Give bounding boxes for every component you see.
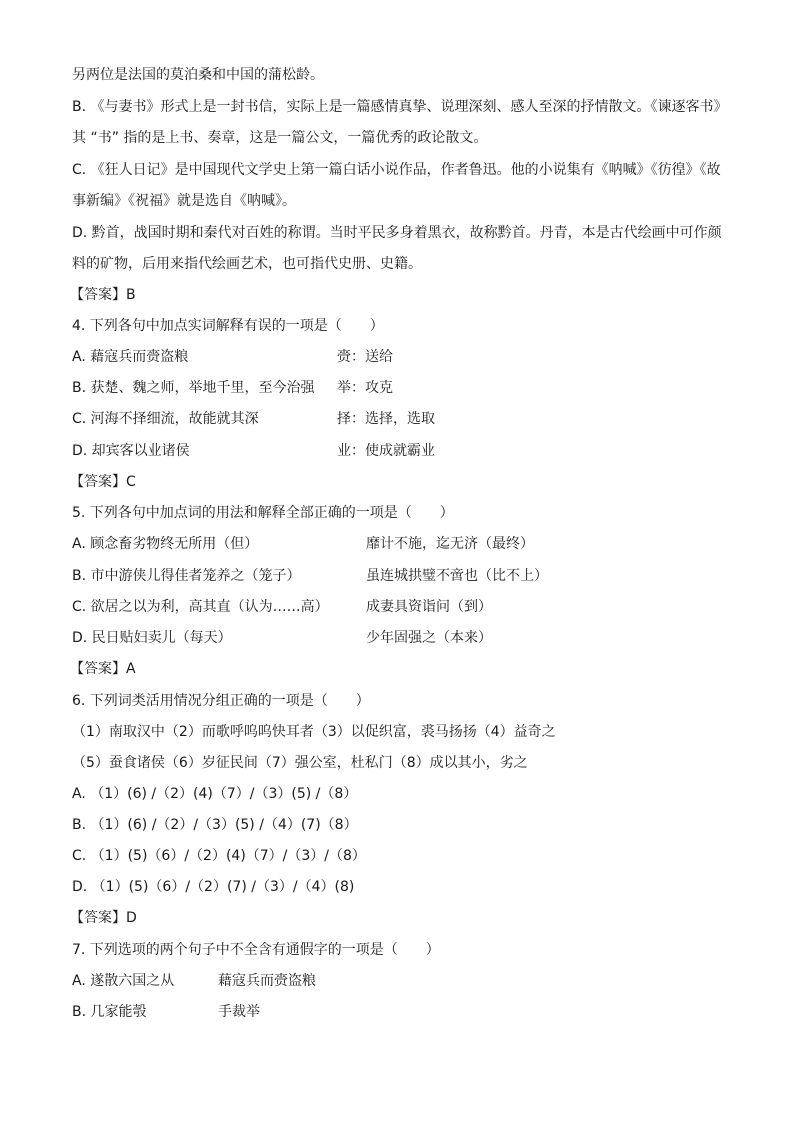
q4-option-b: B. 获楚、魏之师，举地千里，至今治强: [72, 380, 315, 396]
q4-option-a-explain: 赍：送给: [337, 349, 393, 365]
question-4-stem: 4. 下列各句中加点实词解释有误的一项是（ ）: [72, 318, 384, 334]
q5-option-b-right: 虽连城拱璧不啻也（比不上）: [366, 568, 548, 584]
q5-option-a: A. 顾念畜劣物终无所用（但）: [72, 536, 259, 552]
q6-option-c: C. （1）(5)（6）/（2）(4)（7）/（3）/（8）: [72, 848, 366, 864]
answer-q5: 【答案】A: [70, 661, 136, 677]
q6-option-a: A. （1）(6) /（2）(4)（7）/（3）(5) /（8）: [72, 786, 358, 802]
q4-option-c: C. 河海不择细流，故能就其深: [72, 411, 259, 427]
option-b-line1: B. 《与妻书》形式上是一封书信，实际上是一篇感情真挚、说理深刻、感人至深的抒情散文。《谏逐客书》: [72, 99, 728, 115]
paragraph-intro: 另两位是法国的莫泊桑和中国的蒲松龄。: [72, 67, 324, 83]
q7-option-a-right: 藉寇兵而赍盗粮: [218, 973, 316, 989]
q5-option-c-right: 成妻具资诣问（到）: [366, 599, 492, 615]
q5-option-d-right: 少年固强之（本来）: [366, 630, 492, 646]
q4-option-c-explain: 择：选择，选取: [337, 411, 435, 427]
answer-q6: 【答案】D: [70, 910, 137, 926]
q7-option-a: A. 遂散六国之从: [72, 973, 175, 989]
option-d-line1: D. 黔首，战国时期和秦代对百姓的称谓。当时平民多身着黑衣，故称黔首。丹青，本是古代绘画中可作颜: [72, 225, 722, 241]
answer-q4: 【答案】C: [70, 474, 136, 490]
option-c-line1: C. 《狂人日记》是中国现代文学史上第一篇白话小说作品，作者鲁迅。他的小说集有《呐喊》《彷徨》《故: [72, 162, 721, 178]
option-b-line2: 其 “书” 指的是上书、奏章，这是一篇公文，一篇优秀的政论散文。: [72, 130, 488, 146]
q5-option-d: D. 民日贴妇卖儿（每天）: [72, 630, 232, 646]
q6-items-line1: （1）南取汉中（2）而歌呼呜呜快耳者（3）以促织富，裘马扬扬（4）益奇之: [72, 724, 556, 740]
q6-items-line2: （5）蚕食诸侯（6）岁征民间（7）强公室，杜私门（8）成以其小，劣之: [72, 755, 528, 771]
q4-option-a: A. 藉寇兵而赍盗粮: [72, 349, 189, 365]
q5-option-a-right: 靡计不施，迄无济（最终）: [366, 536, 534, 552]
q5-option-c: C. 欲居之以为利，高其直（认为……高）: [72, 599, 329, 615]
q7-option-b: B. 几家能彀: [72, 1004, 147, 1020]
option-c-line2: 事新编》《祝福》就是选自《呐喊》。: [72, 193, 296, 209]
q6-option-b: B. （1）(6) /（2）/（3）(5) /（4）(7)（8）: [72, 817, 358, 833]
question-7-stem: 7. 下列选项的两个句子中不全含有通假字的一项是（ ）: [72, 942, 440, 958]
q5-option-b: B. 市中游侠儿得佳者笼养之（笼子）: [72, 568, 301, 584]
question-5-stem: 5. 下列各句中加点词的用法和解释全部正确的一项是（ ）: [72, 505, 454, 521]
question-6-stem: 6. 下列词类活用情况分组正确的一项是（ ）: [72, 693, 370, 709]
option-d-line2: 料的矿物，后用来指代绘画艺术，也可指代史册、史籍。: [72, 256, 422, 272]
q4-option-d: D. 却宾客以业诸侯: [72, 443, 190, 459]
q4-option-d-explain: 业：使成就霸业: [337, 443, 435, 459]
q4-option-b-explain: 举：攻克: [337, 380, 393, 396]
q7-option-b-right: 手裁举: [218, 1004, 260, 1020]
answer-q3: 【答案】B: [70, 287, 136, 303]
q6-option-d: D. （1）(5)（6）/（2）(7) /（3）/（4）(8): [72, 879, 355, 895]
